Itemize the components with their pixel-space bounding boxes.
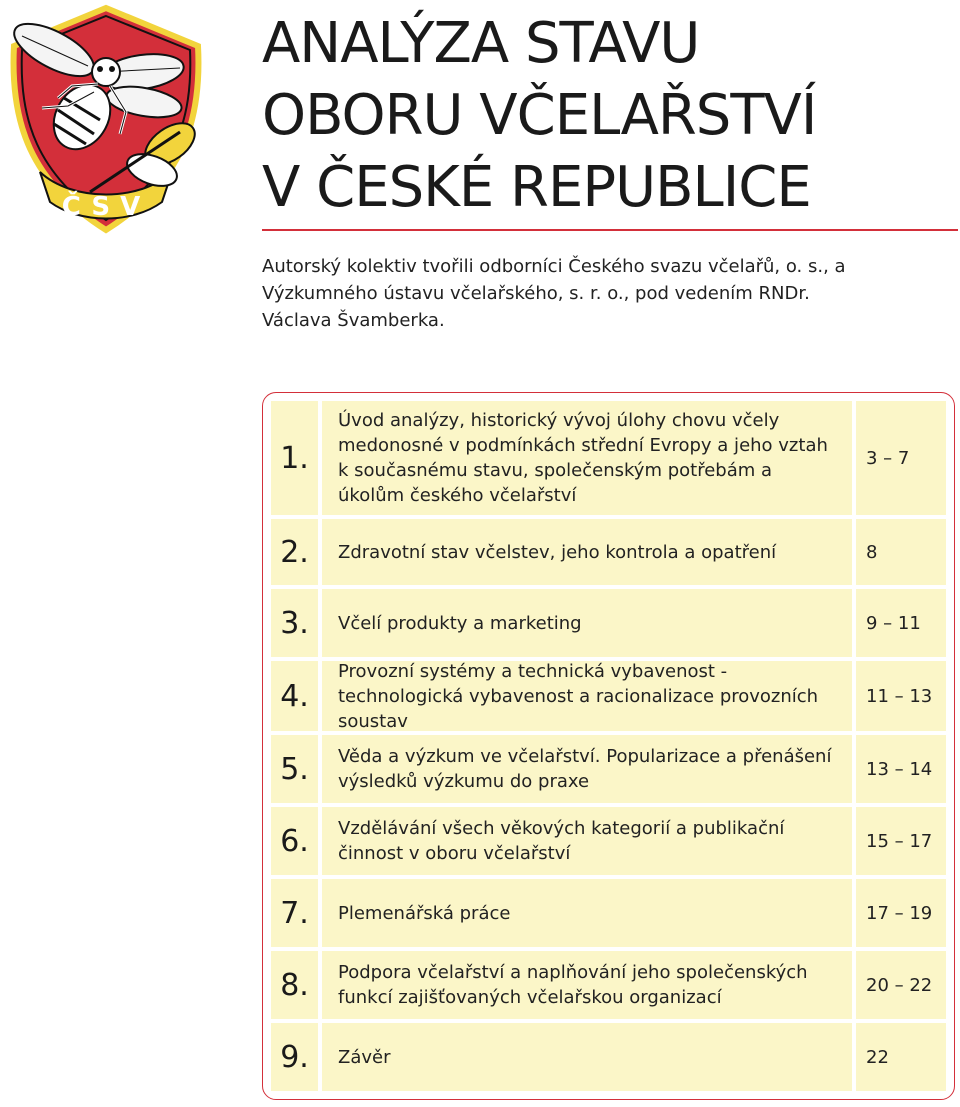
toc-row[interactable] <box>271 519 946 585</box>
toc-number: 2. <box>271 519 318 585</box>
toc-pages: 8 <box>856 519 946 585</box>
toc-pages: 9 – 11 <box>856 589 946 657</box>
title-divider <box>262 229 958 231</box>
toc-pages: 3 – 7 <box>856 401 946 515</box>
toc-number: 9. <box>271 1023 318 1091</box>
toc-pages: 11 – 13 <box>856 661 946 731</box>
title-line-1: ANALÝZA STAVU <box>262 11 700 76</box>
toc-title: Provozní systémy a technická vybavenost - technologická vybavenost a racionalizace provozních soustav <box>322 661 852 731</box>
csv-logo <box>2 2 212 234</box>
toc-row[interactable] <box>271 879 946 947</box>
toc-pages: 22 <box>856 1023 946 1091</box>
toc-row[interactable] <box>271 1023 946 1091</box>
toc-row[interactable] <box>271 807 946 875</box>
table-of-contents <box>262 392 955 1100</box>
toc-row[interactable] <box>271 951 946 1019</box>
toc-title: Vzdělávání všech věkových kategorií a publikační činnost v oboru včelařství <box>322 807 852 875</box>
toc-row[interactable] <box>271 589 946 657</box>
authors-note: Autorský kolektiv tvořili odborníci Českého svazu včelařů, o. s., a Výzkumného ústavu včelařského, s. r. o., pod vedením RNDr. Václava Švamberka. <box>262 256 846 331</box>
toc-number: 4. <box>271 661 318 731</box>
toc-title: Včelí produkty a marketing <box>322 589 852 657</box>
toc-pages: 17 – 19 <box>856 879 946 947</box>
toc-title: Závěr <box>322 1023 852 1091</box>
toc-number: 7. <box>271 879 318 947</box>
toc-number: 6. <box>271 807 318 875</box>
toc-pages: 15 – 17 <box>856 807 946 875</box>
toc-pages: 20 – 22 <box>856 951 946 1019</box>
title-line-2: OBORU VČELAŘSTVÍ <box>262 83 817 148</box>
toc-number: 3. <box>271 589 318 657</box>
toc-title: Podpora včelařství a naplňování jeho společenských funkcí zajišťovaných včelařskou organizací <box>322 951 852 1019</box>
toc-number: 5. <box>271 735 318 803</box>
toc-title: Zdravotní stav včelstev, jeho kontrola a opatření <box>322 519 852 585</box>
toc-title: Úvod analýzy, historický vývoj úlohy chovu včely medonosné v podmínkách střední Evropy a jeho vztah k současnému stavu, společenským potřebám a úkolům českého včelařství <box>322 401 852 515</box>
toc-pages: 13 – 14 <box>856 735 946 803</box>
toc-row[interactable] <box>271 735 946 803</box>
toc-number: 8. <box>271 951 318 1019</box>
toc-row[interactable] <box>271 661 946 731</box>
toc-title: Věda a výzkum ve včelařství. Popularizace a přenášení výsledků výzkumu do praxe <box>322 735 852 803</box>
logo-text: ČSV <box>61 192 151 222</box>
toc-row[interactable] <box>271 401 946 515</box>
title-line-3: V ČESKÉ REPUBLICE <box>262 155 811 220</box>
page-title <box>262 8 952 224</box>
toc-number: 1. <box>271 401 318 515</box>
toc-title: Plemenářská práce <box>322 879 852 947</box>
